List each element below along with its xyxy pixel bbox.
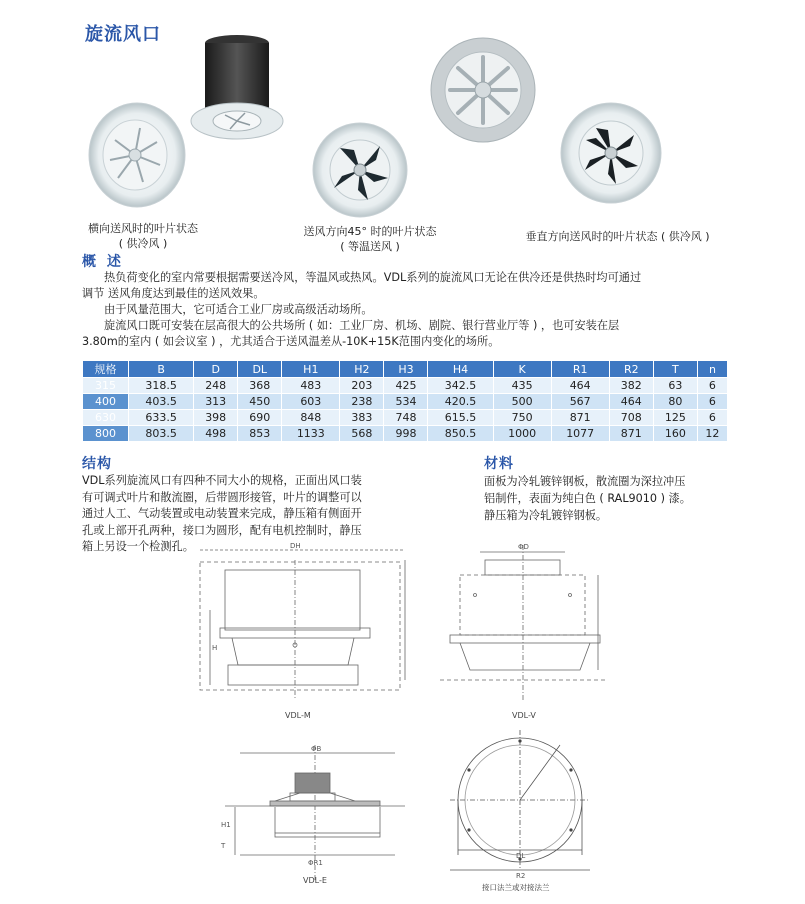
spec-table	[82, 360, 728, 442]
spec-value-cell: 342.5	[428, 378, 493, 394]
caption-45deg	[285, 224, 455, 254]
spec-value-cell: 382	[609, 378, 653, 394]
caption-45deg-line1: 送风方向45° 时的叶片状态	[303, 225, 437, 238]
product-photo-front	[428, 35, 538, 145]
drawing-vdl-v	[440, 540, 610, 725]
spec-header-cell: n	[697, 361, 727, 378]
spec-table-header-row	[83, 361, 728, 378]
dim-dl-label: DL	[516, 852, 526, 860]
structure-line: 孔或上部开孔两种，接口为圆形，配有电机控制时，静压	[82, 523, 362, 537]
spec-value-cell: 425	[384, 378, 428, 394]
spec-value-cell: 403.5	[129, 394, 194, 410]
spec-value-cell: 690	[238, 410, 282, 426]
spec-value-cell: 871	[609, 426, 653, 442]
caption-45deg-line2: ( 等温送风 )	[340, 240, 400, 253]
spec-size-cell: 800	[83, 426, 129, 442]
spec-header-cell: DL	[238, 361, 282, 378]
overview-heading: 概 述	[82, 254, 124, 270]
spec-table-row	[83, 378, 728, 394]
product-photo-vertical	[558, 100, 664, 206]
structure-heading: 结构	[82, 456, 112, 472]
dim-h-label: H	[212, 644, 218, 652]
spec-size-cell: 400	[83, 394, 129, 410]
drawing-vdl-m	[190, 540, 420, 725]
material-line: 静压箱为冷轧镀锌钢板。	[484, 509, 608, 522]
spec-value-cell: 498	[194, 426, 238, 442]
drawing-flange-label: 接口法兰或对接法兰	[482, 883, 550, 892]
spec-value-cell: 748	[384, 410, 428, 426]
spec-value-cell: 450	[238, 394, 282, 410]
spec-value-cell: 998	[384, 426, 428, 442]
page-title: 旋流风口	[85, 24, 161, 45]
spec-value-cell: 80	[653, 394, 697, 410]
drawing-vdl-e-label: VDL-E	[303, 876, 327, 885]
spec-header-cell: H3	[384, 361, 428, 378]
spec-value-cell: 848	[282, 410, 340, 426]
structure-line: VDL系列旋流风口有四种不同大小的规格，正面出风口装	[82, 474, 362, 487]
spec-header-cell: H2	[340, 361, 384, 378]
spec-header-cell: H1	[282, 361, 340, 378]
spec-value-cell: 125	[653, 410, 697, 426]
dim-top-label: DH	[290, 542, 301, 550]
caption-vertical-line1: 垂直方向送风时的叶片状态 ( 供冷风 )	[525, 230, 710, 243]
product-photo-plenum	[190, 33, 285, 143]
material-heading: 材料	[484, 456, 514, 472]
spec-value-cell: 160	[653, 426, 697, 442]
spec-value-cell: 1077	[551, 426, 609, 442]
spec-value-cell: 248	[194, 378, 238, 394]
structure-line: 箱上另设一个检测孔。	[82, 540, 194, 553]
dim-r2-label: R2	[516, 872, 526, 880]
dim-phiR1-label: ΦR1	[308, 859, 323, 867]
caption-horizontal-line2: ( 供冷风 )	[118, 237, 168, 250]
product-photo-horizontal	[85, 100, 190, 210]
dim-t-label: T	[221, 842, 226, 850]
spec-value-cell: 603	[282, 394, 340, 410]
spec-table-row	[83, 394, 728, 410]
spec-header-cell: R2	[609, 361, 653, 378]
spec-table-row	[83, 426, 728, 442]
spec-value-cell: 63	[653, 378, 697, 394]
spec-value-cell: 567	[551, 394, 609, 410]
spec-value-cell: 12	[697, 426, 727, 442]
drawing-vdl-v-label: VDL-V	[512, 711, 536, 720]
spec-value-cell: 313	[194, 394, 238, 410]
caption-vertical	[500, 229, 735, 244]
overview-line: 调节 送风角度达到最佳的送风效果。	[82, 287, 265, 300]
material-text	[484, 473, 754, 524]
spec-value-cell: 615.5	[428, 410, 493, 426]
spec-value-cell: 398	[194, 410, 238, 426]
spec-value-cell: 6	[697, 394, 727, 410]
structure-line: 通过人工、气动装置或电动装置来完成，静压箱有侧面开	[82, 507, 362, 520]
spec-value-cell: 420.5	[428, 394, 493, 410]
spec-value-cell: 6	[697, 410, 727, 426]
drawing-flange	[450, 730, 600, 895]
spec-value-cell: 464	[609, 394, 653, 410]
spec-value-cell: 534	[384, 394, 428, 410]
structure-line: 有可调式叶片和散流圈，后带圆形接管，叶片的调整可以	[82, 490, 362, 504]
drawing-vdl-m-label: VDL-M	[285, 711, 311, 720]
spec-value-cell: 238	[340, 394, 384, 410]
spec-value-cell: 6	[697, 378, 727, 394]
spec-value-cell: 850.5	[428, 426, 493, 442]
spec-value-cell: 853	[238, 426, 282, 442]
spec-value-cell: 871	[551, 410, 609, 426]
spec-value-cell: 464	[551, 378, 609, 394]
product-photo-45deg	[310, 120, 410, 220]
spec-value-cell: 483	[282, 378, 340, 394]
material-line: 面板为冷轧镀锌钢板，散流圈为深拉冲压	[484, 475, 686, 488]
spec-header-cell: 规格	[83, 361, 129, 378]
spec-header-cell: R1	[551, 361, 609, 378]
spec-size-cell: 630	[83, 410, 129, 426]
spec-value-cell: 633.5	[129, 410, 194, 426]
spec-header-cell: H4	[428, 361, 493, 378]
spec-value-cell: 318.5	[129, 378, 194, 394]
spec-value-cell: 750	[493, 410, 551, 426]
drawing-vdl-e	[215, 745, 415, 895]
dim-phiB-label: ΦB	[311, 745, 322, 753]
spec-value-cell: 803.5	[129, 426, 194, 442]
spec-value-cell: 500	[493, 394, 551, 410]
overview-line: 3.80m的室内 ( 如会议室 ) ，尤其适合于送风温差从-10K+15K范围内变化的场所。	[82, 335, 500, 348]
spec-size-cell: 315	[83, 378, 129, 394]
caption-horizontal	[78, 221, 208, 251]
spec-table-row	[83, 410, 728, 426]
dim-phiD-label: ΦD	[518, 543, 529, 551]
spec-header-cell: T	[653, 361, 697, 378]
spec-value-cell: 568	[340, 426, 384, 442]
overview-text	[82, 270, 742, 350]
spec-value-cell: 435	[493, 378, 551, 394]
spec-value-cell: 1133	[282, 426, 340, 442]
overview-line: 由于风量范围大，它可适合工业厂房或高级活动场所。	[104, 303, 373, 316]
overview-line: 旋流风口既可安装在层高很大的公共场所 ( 如：工业厂房、机场、剧院、银行营业厅等 ) ，也可安装在层	[104, 319, 620, 332]
spec-value-cell: 203	[340, 378, 384, 394]
spec-value-cell: 1000	[493, 426, 551, 442]
caption-horizontal-line1: 横向送风时的叶片状态	[88, 222, 198, 235]
spec-header-cell: B	[129, 361, 194, 378]
overview-line: 热负荷变化的室内常要根据需要送冷风，等温风或热风。VDL系列的旋流风口无论在供冷还是供热时均可通过	[104, 271, 642, 284]
spec-header-cell: D	[194, 361, 238, 378]
spec-value-cell: 708	[609, 410, 653, 426]
material-line: 铝制件，表面为纯白色 ( RAL9010 ) 漆。	[484, 492, 691, 505]
spec-value-cell: 383	[340, 410, 384, 426]
spec-table-body	[83, 378, 728, 442]
spec-header-cell: K	[493, 361, 551, 378]
dim-h1-label: H1	[221, 821, 231, 829]
spec-value-cell: 368	[238, 378, 282, 394]
